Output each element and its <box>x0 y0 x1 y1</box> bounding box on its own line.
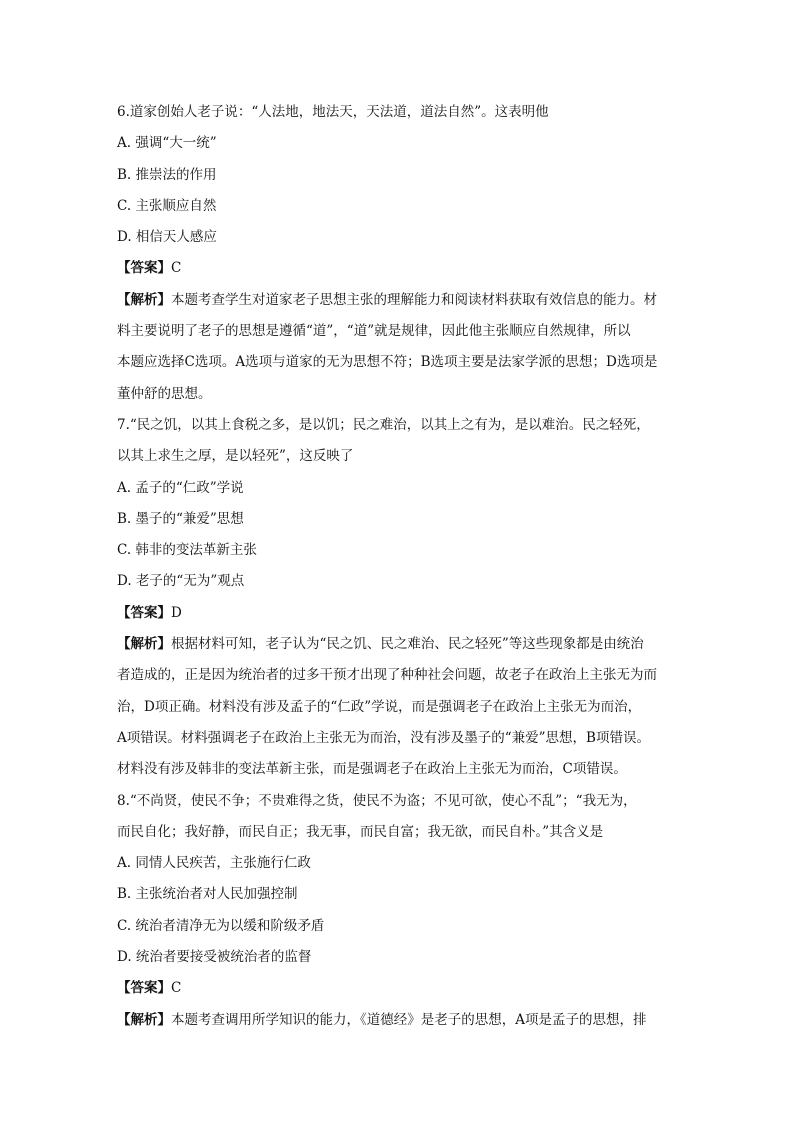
q8-option-a: A. 同情人民疾苦，主张施行仁政 <box>117 855 311 872</box>
answer-label: 【答案】 <box>117 604 171 621</box>
answer-value: C <box>171 260 182 277</box>
q8-option-c: C. 统治者清净无为以缓和阶级矛盾 <box>117 917 325 934</box>
question-7-stem <box>117 415 677 466</box>
answer-label: 【答案】 <box>117 260 171 277</box>
stem-line: 8.“不尚贤，使民不争；不贵难得之货，使民不为盗；不见可欲，使心不乱”；“我无为， <box>117 792 637 809</box>
analysis-label: 【解析】 <box>117 636 171 653</box>
stem-line: 以其上求生之厚，是以轻死”，这反映了 <box>117 448 354 465</box>
analysis-label: 【解析】 <box>117 291 171 308</box>
q6-option-d: D. 相信天人感应 <box>117 229 217 246</box>
question-8-stem <box>117 791 677 842</box>
q7-answer <box>117 603 677 623</box>
q8-option-b: B. 主张统治者对人民加强控制 <box>117 886 298 903</box>
q7-option-a: A. 孟子的“仁政”学说 <box>117 479 244 496</box>
q7-option-c: C. 韩非的变法革新主张 <box>117 542 257 559</box>
stem-line: 而民自化；我好静，而民自正；我无事，而民自富；我无欲，而民自朴。”其含义是 <box>117 823 604 840</box>
analysis-line: A项错误。材料强调老子在政治上主张无为而治，没有涉及墨子的“兼爱”思想，B项错误。 <box>117 729 650 746</box>
q6-option-a: A. 强调“大一统” <box>117 135 217 152</box>
q6-option-c: C. 主张顺应自然 <box>117 197 217 214</box>
q7-option-d: D. 老子的“无为”观点 <box>117 573 245 590</box>
answer-value: D <box>171 604 182 621</box>
analysis-line <box>117 634 677 654</box>
analysis-line: 料主要说明了老子的思想是遵循“道”，“道”就是规律，因此他主张顺应自然规律，所以 <box>117 323 631 340</box>
stem-line: 7.“民之饥，以其上食税之多，是以饥；民之难治，以其上之有为，是以难治。民之轻死， <box>117 416 650 433</box>
q8-option-d: D. 统治者要接受被统治者的监督 <box>117 949 312 966</box>
analysis-line <box>117 290 677 310</box>
q8-analysis <box>117 1010 677 1030</box>
analysis-label: 【解析】 <box>117 1011 171 1028</box>
analysis-line <box>117 1010 677 1030</box>
document-page <box>117 102 677 1041</box>
answer-label: 【答案】 <box>117 980 171 997</box>
analysis-line: 材料没有涉及韩非的变法革新主张，而是强调老子在政治上主张无为而治，C项错误。 <box>117 761 627 778</box>
analysis-text: 本题考查学生对道家老子思想主张的理解能力和阅读材料获取有效信息的能力。材 <box>171 291 657 308</box>
analysis-line: 治，D项正确。材料没有涉及孟子的“仁政”学说，而是强调老子在政治上主张无为而治， <box>117 698 642 715</box>
analysis-text: 根据材料可知，老子认为“民之饥、民之难治、民之轻死”等这些现象都是由统治 <box>171 636 644 653</box>
q6-analysis <box>117 290 677 404</box>
analysis-line: 者造成的，正是因为统治者的过多干预才出现了种种社会问题，故老子在政治上主张无为而 <box>117 667 657 684</box>
q7-option-b: B. 墨子的“兼爱”思想 <box>117 510 244 527</box>
analysis-line: 董仲舒的思想。 <box>117 385 212 402</box>
answer-value: C <box>171 980 182 997</box>
analysis-text: 本题考查调用所学知识的能力，《道德经》是老子的思想，A项是孟子的思想，排 <box>171 1011 647 1028</box>
question-6-stem: 6.道家创始人老子说：“人法地，地法天，天法道，道法自然”。这表明他 <box>117 104 549 120</box>
analysis-line: 本题应选择C选项。A选项与道家的无为思想不符；B选项主要是法家学派的思想；D选项是 <box>117 354 658 371</box>
q8-answer <box>117 978 677 998</box>
q6-answer <box>117 258 677 278</box>
q6-option-b: B. 推崇法的作用 <box>117 166 217 183</box>
q7-analysis <box>117 634 677 779</box>
